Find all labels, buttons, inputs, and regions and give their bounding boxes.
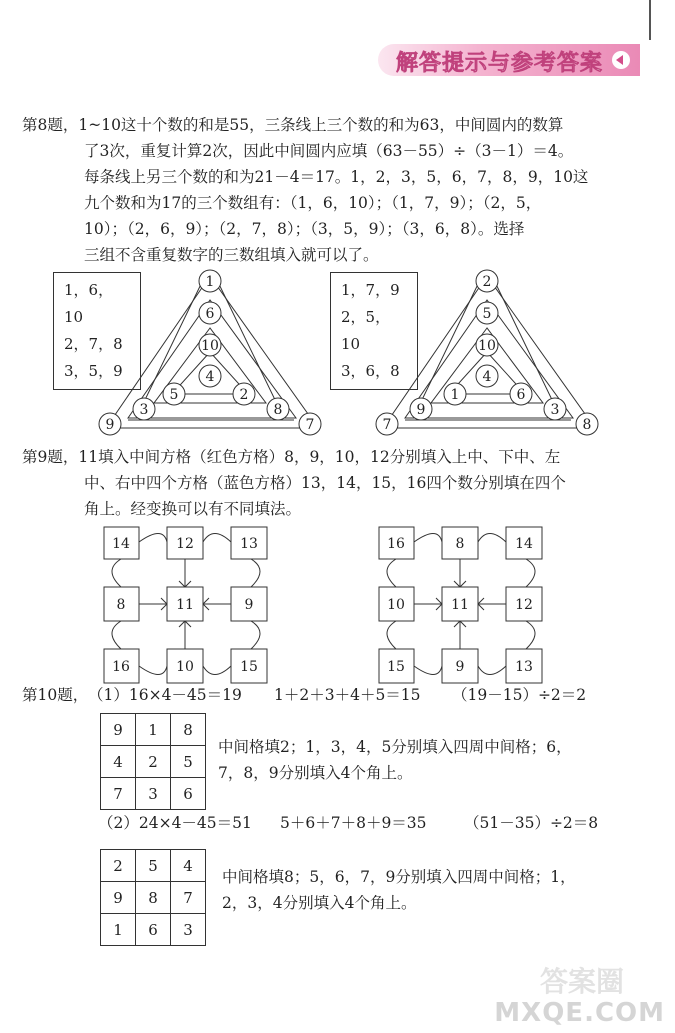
grid-cell: 9: [101, 882, 136, 914]
q10-part2-eq1: （2）24×4－45＝51: [98, 814, 252, 832]
grid1-cell-mid-right: 9: [244, 597, 254, 613]
tri2-node-inner-left: 1: [450, 387, 460, 403]
q8-box1-row: 1，6，10: [64, 281, 114, 326]
q8-triangle-diagram-2: [375, 268, 600, 438]
tri1-node-mid-lower: 10: [201, 338, 219, 354]
grid2-cell-mid-left: 10: [387, 597, 405, 613]
tri2-node-corner-left: 7: [382, 417, 392, 433]
q9-line-2: 中、右中四个方格（蓝色方格）13，14，15，16四个数分别填在四个: [84, 474, 566, 492]
grid2-cell-center: 11: [451, 597, 469, 613]
grid-cell: 5: [171, 746, 206, 778]
grid-cell: 8: [136, 882, 171, 914]
tri2-node-top: 2: [482, 274, 492, 290]
q10-part1-desc-2: 7，8，9分别填入4个角上。: [218, 764, 413, 782]
q9-line-3: 角上。经变换可以有不同填法。: [84, 500, 302, 518]
q10-grid-1: [100, 713, 206, 810]
grid2-cell-top-mid: 8: [455, 536, 465, 552]
tri1-node-right: 8: [273, 402, 283, 418]
grid1-cell-bottom-left: 16: [112, 659, 130, 675]
watermark-logo: 答案圈: [540, 965, 625, 998]
q8-triangle-diagram-1: [98, 268, 323, 438]
grid-cell: 5: [136, 850, 171, 882]
q10-part2-desc-1: 中间格填8；5，6，7，9分别填入四周中间格；1，: [222, 868, 576, 886]
q8-line-1: 第8题，1~10这十个数的和是55，三条线上三个数的和为63，中间圆内的数算: [22, 116, 564, 134]
q10-part1-desc-1: 中间格填2；1，3，4，5分别填入四周中间格；6，: [218, 738, 572, 756]
q10-part1-eq1: （1）16×4－45＝19: [88, 686, 242, 704]
grid2-cell-top-right: 14: [515, 536, 533, 552]
tri1-node-top: 1: [205, 274, 215, 290]
grid1-cell-mid-left: 8: [116, 597, 126, 613]
grid-cell: 1: [101, 914, 136, 946]
grid2-cell-bottom-right: 13: [515, 659, 533, 675]
q10-part1-eq2: 1＋2＋3＋4＋5＝15: [274, 686, 421, 704]
arrow-left-icon: [612, 51, 630, 69]
grid1-cell-top-mid: 12: [176, 536, 194, 552]
tri2-node-corner-right: 8: [582, 417, 592, 433]
grid1-cell-top-left: 14: [112, 536, 130, 552]
tri2-node-mid-lower: 10: [478, 338, 496, 354]
q8-line-5: 10）；（2，6，9）；（2，7，8）；（3，5，9）；（3，6，8）。选择: [84, 220, 525, 238]
grid-cell: 6: [136, 914, 171, 946]
tri2-node-inner-right: 6: [516, 387, 526, 403]
grid-cell: 7: [101, 778, 136, 810]
grid2-cell-bottom-left: 15: [387, 659, 405, 675]
grid-cell: 3: [136, 778, 171, 810]
grid-cell: 6: [171, 778, 206, 810]
tri1-node-mid-upper: 6: [205, 306, 215, 322]
tri1-node-corner-right: 7: [305, 417, 315, 433]
grid-cell: 4: [171, 850, 206, 882]
q8-line-2: 了3次，重复计算2次，因此中间圆内应填（63－55）÷（3－1）＝4。: [84, 142, 574, 160]
q9-square-diagram-1: [103, 525, 273, 685]
q10-label: 第10题，: [22, 686, 89, 704]
q8-box2-row: 2，5，10: [341, 308, 391, 353]
tri1-node-corner-left: 9: [105, 417, 115, 433]
q10-part1-eq3: （19－15）÷2＝2: [452, 686, 587, 704]
grid-cell: 9: [101, 714, 136, 746]
grid-cell: 2: [136, 746, 171, 778]
grid-cell: 4: [101, 746, 136, 778]
page-edge-line: [649, 0, 651, 40]
tri1-node-inner-left: 5: [169, 387, 179, 403]
q8-line-6: 三组不含重复数字的三数组填入就可以了。: [84, 246, 379, 264]
q10-part2-desc-2: 2，3，4分别填入4个角上。: [222, 894, 417, 912]
grid1-cell-bottom-mid: 10: [176, 659, 194, 675]
grid-cell: 1: [136, 714, 171, 746]
tri1-node-center: 4: [205, 369, 215, 385]
q8-box2-row: 3，6，8: [341, 362, 400, 380]
watermark-text: MXQE.COM: [494, 998, 665, 1028]
grid2-cell-mid-right: 12: [515, 597, 533, 613]
q8-box1-row: 2，7，8: [64, 335, 123, 353]
q9-square-diagram-2: [378, 525, 548, 685]
grid2-cell-top-left: 16: [387, 536, 405, 552]
tri1-node-inner-right: 2: [239, 387, 249, 403]
q10-part2-eq3: （51－35）÷2＝8: [464, 814, 599, 832]
q10-part2-eq2: 5＋6＋7＋8＋9＝35: [280, 814, 427, 832]
q8-box1-row: 3，5，9: [64, 362, 123, 380]
header-title: 解答提示与参考答案: [396, 51, 604, 76]
q9-line-1: 第9题，11填入中间方格（红色方格）8，9，10，12分别填入上中、下中、左: [22, 448, 561, 466]
grid-cell: 2: [101, 850, 136, 882]
grid-cell: 8: [171, 714, 206, 746]
grid1-cell-center: 11: [176, 597, 194, 613]
grid1-cell-top-right: 13: [240, 536, 258, 552]
tri2-node-center: 4: [482, 369, 492, 385]
grid2-cell-bottom-mid: 9: [455, 659, 465, 675]
q8-line-4: 九个数和为17的三个数组有：（1，6，10）；（1，7，9）；（2，5，: [84, 194, 542, 212]
q8-box2-row: 1，7，9: [341, 281, 400, 299]
tri1-node-left: 3: [139, 402, 149, 418]
tri2-node-right: 3: [550, 402, 560, 418]
grid-cell: 3: [171, 914, 206, 946]
q10-grid-2: [100, 849, 206, 946]
grid-cell: 7: [171, 882, 206, 914]
q8-line-3: 每条线上另三个数的和为21－4＝17。1，2，3，5，6，7，8，9，10这: [84, 168, 589, 186]
grid1-cell-bottom-right: 15: [240, 659, 258, 675]
tri2-node-mid-upper: 5: [482, 306, 492, 322]
tri2-node-left: 9: [416, 402, 426, 418]
